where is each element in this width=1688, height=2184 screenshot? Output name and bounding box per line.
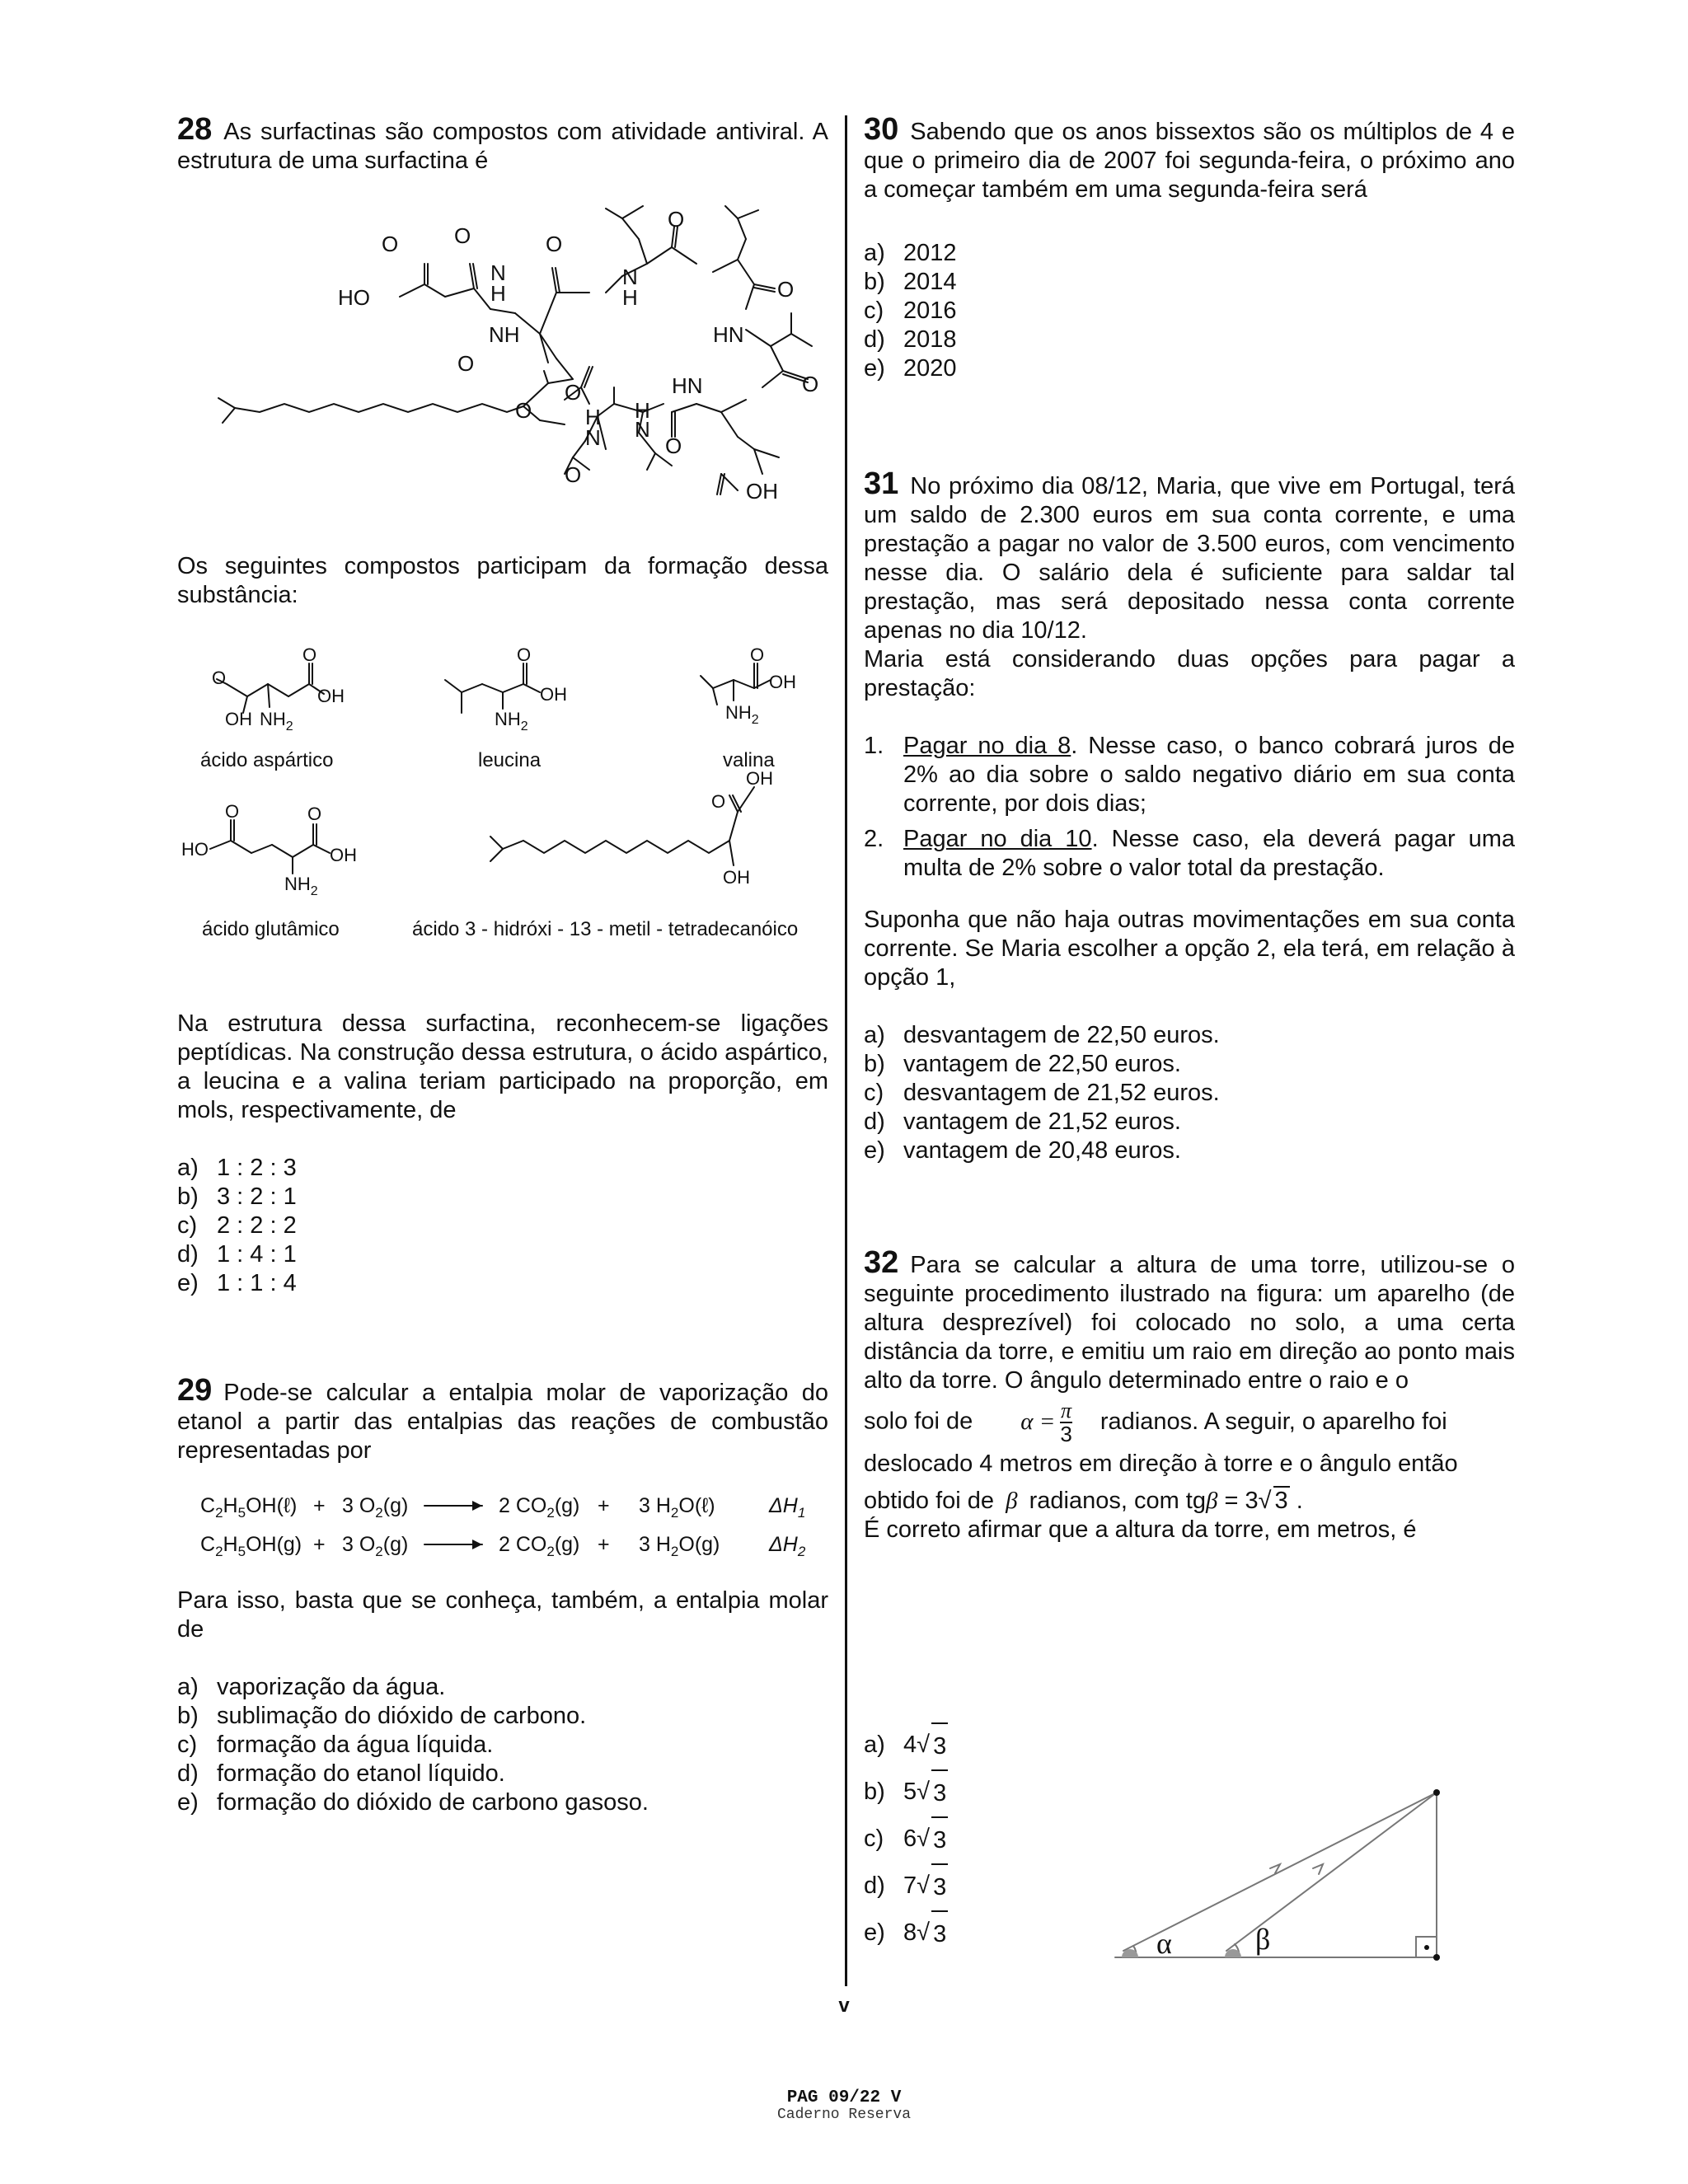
q29-question: Para isso, basta que se conheça, também, a entalpia molar de <box>177 1587 828 1643</box>
plus-sign: + <box>313 1533 326 1556</box>
option-item[interactable] <box>864 1863 948 1910</box>
reaction-1-h2o: 3 $H_2O(\ell)$ <box>639 1494 715 1521</box>
option-letter: e) <box>864 355 885 382</box>
combustion-reactions <box>177 1483 828 1566</box>
option-letter: a) <box>177 1155 199 1181</box>
atom-hn: HN <box>672 373 703 398</box>
delta-h-2: $\Delta H_2$ <box>769 1533 806 1559</box>
option-item[interactable] <box>864 268 957 297</box>
option-coef: 7 <box>903 1872 917 1899</box>
sqrt-icon: √ <box>1258 1488 1272 1514</box>
item-text <box>903 732 1515 818</box>
q32-intro <box>864 1245 1515 1395</box>
option-item[interactable] <box>177 1702 649 1731</box>
reaction-1-reactant: $C_2H_5OH(\ell)$ <box>200 1494 298 1521</box>
atom-o: O <box>711 791 726 812</box>
question-31 <box>864 466 1515 1165</box>
compound-label-valine: valina <box>723 749 775 771</box>
q31-question: Suponha que não haja outras movimentações em sua conta corrente. Se Maria escolher a opção 2, ela terá, em relação à opção 1, <box>864 907 1515 991</box>
option-letter: b) <box>177 1703 199 1729</box>
frac-numerator: π <box>1061 1399 1072 1422</box>
atom-nh2: $NH_2$ <box>284 874 318 898</box>
q32-options <box>864 1722 948 1957</box>
reaction-2-reactant: $C_2H_5OH(g)$ <box>200 1533 302 1559</box>
option-coef: 4 <box>903 1732 917 1758</box>
option-item[interactable] <box>864 1769 948 1816</box>
option-text: 2014 <box>903 269 957 295</box>
option-text: 1 : 1 : 4 <box>217 1270 297 1296</box>
item-rest: . Nesse caso, ela deverá pagar uma multa de 2% sobre o valor total da prestação. <box>903 826 1515 881</box>
atom-o: O <box>307 804 322 824</box>
reaction-2-co2: 2 $CO_2(g)$ <box>499 1533 580 1559</box>
option-item[interactable] <box>864 1079 1515 1108</box>
q32-text: radianos, com tg <box>1029 1488 1206 1514</box>
sqrt-icon: √ <box>917 1825 931 1852</box>
q31-intro <box>864 466 1515 645</box>
q29-intro <box>177 1373 828 1465</box>
option-text: 2018 <box>903 326 957 353</box>
leucine-structure <box>445 644 567 771</box>
option-letter: a) <box>864 1022 885 1048</box>
option-item[interactable] <box>177 1240 297 1269</box>
option-item[interactable] <box>864 1021 1515 1050</box>
plus-sign: + <box>598 1533 610 1556</box>
option-letter: d) <box>864 1872 885 1899</box>
atom-o: O <box>565 380 582 405</box>
option-letter: b) <box>864 1779 885 1805</box>
option-text: 2 : 2 : 2 <box>217 1212 297 1239</box>
option-item[interactable] <box>864 1816 948 1863</box>
option-letter: c) <box>864 298 884 324</box>
option-text: formação da água líquida. <box>217 1732 494 1758</box>
q32-line-alpha <box>864 1400 1515 1445</box>
q29-options <box>177 1673 649 1817</box>
option-letter: a) <box>864 240 885 266</box>
delta-h-1: $\Delta H_1$ <box>769 1494 806 1521</box>
aspartic-acid-structure <box>200 644 345 771</box>
plus-sign: + <box>313 1494 326 1517</box>
q28-intro-text: As surfactinas são compostos com atividade antiviral. A estrutura de uma surfactina é <box>177 119 828 174</box>
atom-n: N <box>622 265 638 289</box>
option-letter: b) <box>864 1051 885 1077</box>
sqrt-icon: √ <box>917 1919 931 1946</box>
option-coef: 6 <box>903 1825 917 1852</box>
compound-label-hydroxy-acid: ácido 3 - hidróxi - 13 - metil - tetradecanóico <box>412 918 799 940</box>
atom-o: O <box>546 232 563 256</box>
atom-o: O <box>212 668 227 688</box>
option-item[interactable] <box>864 1108 1515 1137</box>
item-text <box>903 825 1515 883</box>
q29-intro-text: Pode-se calcular a entalpia molar de vaporização do etanol a partir das entalpias das reações de combustão representadas por <box>177 1380 828 1464</box>
valine-structure <box>701 644 796 771</box>
option-letter: a) <box>177 1674 199 1700</box>
q32-intro-text: Para se calcular a altura de uma torre, utilizou-se o seguinte procedimento ilustrado na figura: um aparelho (de altura desprezível) foi colocado no solo, a uma certa distância da torre, e emitiu um raio em direção ao ponto mais alto da torre. O ângulo determinado entre o raio e o <box>864 1252 1515 1394</box>
atom-o: O <box>225 801 240 822</box>
option-text: 2012 <box>903 240 957 266</box>
option-text: vantagem de 22,50 euros. <box>903 1051 1181 1077</box>
sqrt-icon: √ <box>917 1872 931 1899</box>
q32-number: 32 <box>864 1245 899 1280</box>
option-letter: d) <box>864 326 885 353</box>
option-letter: d) <box>177 1760 199 1787</box>
atom-o: O <box>565 462 582 487</box>
option-item[interactable] <box>864 354 957 383</box>
q31-intro2: Maria está considerando duas opções para pagar a prestação: <box>864 646 1515 701</box>
q31-items <box>864 732 1515 883</box>
q32-line-beta <box>864 1487 1515 1516</box>
option-text: vaporização da água. <box>217 1674 446 1700</box>
option-item[interactable] <box>177 1731 649 1760</box>
q28-question: Na estrutura dessa surfactina, reconhecem-se ligações peptídicas. Na construção dessa estrutura, o ácido aspártico, a leucina e a valina teriam participado na proporção, em mols, respectivamente, de <box>177 1010 828 1123</box>
compounds-structures <box>177 643 828 989</box>
option-item[interactable] <box>177 1673 649 1702</box>
tower-base-dot <box>1433 1954 1440 1961</box>
option-item[interactable] <box>177 1760 649 1788</box>
q29-number: 29 <box>177 1373 213 1408</box>
question-30 <box>864 112 1515 382</box>
atom-nh2: $NH_2$ <box>725 702 759 727</box>
option-item[interactable] <box>864 326 957 354</box>
atom-oh: OH <box>723 867 750 888</box>
reaction-2-o2: 3 $O_2(g)$ <box>342 1533 409 1559</box>
option-item[interactable] <box>864 297 957 326</box>
atom-h: H <box>585 405 601 429</box>
option-item[interactable] <box>864 239 957 268</box>
question-29 <box>177 1373 828 1816</box>
q32-text: solo foi de <box>864 1408 973 1435</box>
compound-label-glutamic: ácido glutâmico <box>202 918 340 940</box>
atom-ho: HO <box>181 839 209 860</box>
q32-text: radianos. A seguir, o aparelho foi <box>1100 1408 1447 1435</box>
option-letter: e) <box>864 1919 885 1946</box>
q32-text: . <box>1296 1488 1303 1514</box>
alpha-equation: α = <box>1020 1408 1056 1435</box>
option-coef: 8 <box>903 1919 917 1946</box>
atom-nh: NH <box>489 322 520 347</box>
option-letter: b) <box>177 1183 199 1210</box>
atom-oh: OH <box>769 672 796 692</box>
option-item[interactable] <box>864 1910 948 1957</box>
option-letter: c) <box>864 1080 884 1106</box>
frac-denominator: 3 <box>1060 1422 1072 1446</box>
atom-o: O <box>802 372 819 396</box>
option-radicand: 3 <box>931 1722 948 1769</box>
tower-top-dot <box>1433 1789 1440 1796</box>
q31-number: 31 <box>864 466 899 501</box>
option-text: formação do etanol líquido. <box>217 1760 505 1787</box>
atom-nh2: $NH_2$ <box>495 709 528 733</box>
atom-nh2: $NH_2$ <box>260 709 293 733</box>
q28-intro <box>177 112 828 176</box>
pi-over-3 <box>1060 1400 1071 1445</box>
atom-h: H <box>635 398 650 423</box>
tower-figure <box>1107 1760 1470 1974</box>
page-mark: v <box>838 1994 850 2017</box>
option-text: 3 : 2 : 1 <box>217 1183 297 1210</box>
option-text: vantagem de 20,48 euros. <box>903 1137 1181 1164</box>
atom-o: O <box>515 398 532 423</box>
option-letter: b) <box>864 269 885 295</box>
option-text: desvantagem de 22,50 euros. <box>903 1022 1220 1048</box>
q28-number: 28 <box>177 112 213 147</box>
option-text: formação do dióxido de carbono gasoso. <box>217 1789 649 1816</box>
option-letter: a) <box>864 1732 885 1758</box>
compound-label-leucine: leucina <box>478 749 542 771</box>
option-letter: d) <box>177 1241 199 1268</box>
atom-hn: HN <box>713 322 744 347</box>
atom-oh: OH <box>225 709 252 729</box>
option-text: desvantagem de 21,52 euros. <box>903 1080 1220 1106</box>
atom-h: H <box>490 281 506 306</box>
option-item[interactable] <box>864 1050 1515 1079</box>
option-coef: 5 <box>903 1779 917 1805</box>
item-number: 1. <box>864 733 884 759</box>
q32-text: obtido foi de <box>864 1488 995 1514</box>
plus-sign: + <box>598 1494 610 1517</box>
option-text: 1 : 4 : 1 <box>217 1241 297 1268</box>
arrow-icon <box>1313 1864 1323 1874</box>
column-divider <box>845 115 847 1986</box>
option-radicand: 3 <box>931 1910 948 1957</box>
option-letter: e) <box>864 1137 885 1164</box>
atom-o: O <box>454 223 471 248</box>
option-text: 2016 <box>903 298 957 324</box>
figure-alpha-label: α <box>1156 1927 1172 1960</box>
numbered-item <box>864 732 1515 818</box>
compound-label-aspartic: ácido aspártico <box>200 749 334 771</box>
option-radicand: 3 <box>931 1769 948 1816</box>
right-angle-dot <box>1424 1945 1429 1950</box>
arrow-head-icon <box>472 1540 482 1549</box>
atom-oh: OH <box>746 479 778 504</box>
item-underlined: Pagar no dia 8 <box>903 733 1071 759</box>
numbered-item <box>864 825 1515 883</box>
atom-oh: OH <box>746 768 773 789</box>
atom-oh: OH <box>330 845 357 865</box>
q30-options <box>864 239 957 383</box>
atom-oh: OH <box>540 684 567 705</box>
atom-n: N <box>490 260 506 285</box>
glutamic-acid-structure <box>181 801 357 940</box>
option-radicand: 3 <box>931 1863 948 1910</box>
atom-o: O <box>668 207 685 232</box>
option-item[interactable] <box>177 1212 297 1240</box>
tg-equation: = 3 <box>1224 1488 1259 1514</box>
option-text: 2020 <box>903 355 957 382</box>
reaction-2-h2o: 3 $H_2O(g)$ <box>639 1533 720 1559</box>
option-text: vantagem de 21,52 euros. <box>903 1108 1181 1135</box>
question-28 <box>177 112 828 1296</box>
q28-options <box>177 1154 297 1298</box>
option-text: 1 : 2 : 3 <box>217 1155 297 1181</box>
hydroxy-acid-structure <box>412 768 798 940</box>
atom-oh: OH <box>317 686 345 706</box>
question-32 <box>864 1245 1515 1960</box>
item-underlined: Pagar no dia 10 <box>903 826 1092 852</box>
atom-o: O <box>777 277 795 302</box>
atom-o: O <box>517 644 532 665</box>
sqrt-icon: √ <box>917 1732 931 1758</box>
option-text: sublimação do dióxido de carbono. <box>217 1703 587 1729</box>
q30-intro-text: Sabendo que os anos bissextos são os múltiplos de 4 e que o primeiro dia de 2007 foi segunda-feira, o próximo ano a começar também em uma segunda-feira será <box>864 119 1515 203</box>
atom-o: O <box>750 644 765 665</box>
arrow-head-icon <box>472 1501 482 1511</box>
atom-n: N <box>635 417 650 442</box>
radicand: 3 <box>1274 1488 1288 1514</box>
surfactin-structure <box>177 202 828 523</box>
option-letter: c) <box>177 1732 198 1758</box>
q30-number: 30 <box>864 112 899 147</box>
atom-o: O <box>457 351 475 376</box>
option-item[interactable] <box>177 1183 297 1212</box>
atom-o: O <box>382 232 399 256</box>
q32-line-b: deslocado 4 metros em direção à torre e o ângulo então <box>864 1451 1458 1477</box>
reaction-1-co2: 2 $CO_2(g)$ <box>499 1494 580 1521</box>
item-number: 2. <box>864 826 884 852</box>
q31-options <box>864 1021 1515 1165</box>
atom-o: O <box>665 434 682 458</box>
q31-intro-text: No próximo dia 08/12, Maria, que vive em Portugal, terá um saldo de 2.300 euros em sua conta corrente, e uma prestação a pagar no valor de 3.500 euros, com vencimento nesse dia. O salário dela é suficiente para saldar tal prestação, mas será depositado nessa conta corrente apenas no dia 10/12. <box>864 473 1515 644</box>
option-letter: e) <box>177 1789 199 1816</box>
option-item[interactable] <box>864 1722 948 1769</box>
option-radicand: 3 <box>931 1816 948 1863</box>
atom-ho: HO <box>338 285 370 310</box>
footer-caderno: Caderno Reserva <box>776 2107 912 2123</box>
option-item[interactable] <box>177 1154 297 1183</box>
beta-symbol: β <box>1006 1488 1018 1514</box>
option-item[interactable] <box>177 1788 649 1817</box>
q32-question: É correto afirmar que a altura da torre, em metros, é <box>864 1516 1417 1543</box>
atom-h: H <box>622 285 638 310</box>
option-item[interactable] <box>864 1137 1515 1165</box>
q30-intro <box>864 112 1515 204</box>
footer-page-number: PAG 09/22 V <box>786 2088 902 2107</box>
atom-o: O <box>302 644 317 665</box>
atom-n: N <box>585 425 601 450</box>
option-letter: d) <box>864 1108 885 1135</box>
item-rest: . Nesse caso, o banco cobrará juros de 2% ao dia sobre o saldo negativo diário em sua conta corrente, por dois dias; <box>903 733 1515 817</box>
option-letter: c) <box>177 1212 198 1239</box>
option-item[interactable] <box>177 1269 297 1298</box>
option-letter: c) <box>864 1825 884 1852</box>
beta-symbol: β <box>1205 1488 1218 1514</box>
sqrt-icon: √ <box>917 1779 931 1805</box>
q28-participants-text: Os seguintes compostos participam da formação dessa substância: <box>177 553 828 608</box>
reaction-1-o2: 3 $O_2(g)$ <box>342 1494 409 1521</box>
figure-beta-label: β <box>1255 1923 1271 1956</box>
option-letter: e) <box>177 1270 199 1296</box>
